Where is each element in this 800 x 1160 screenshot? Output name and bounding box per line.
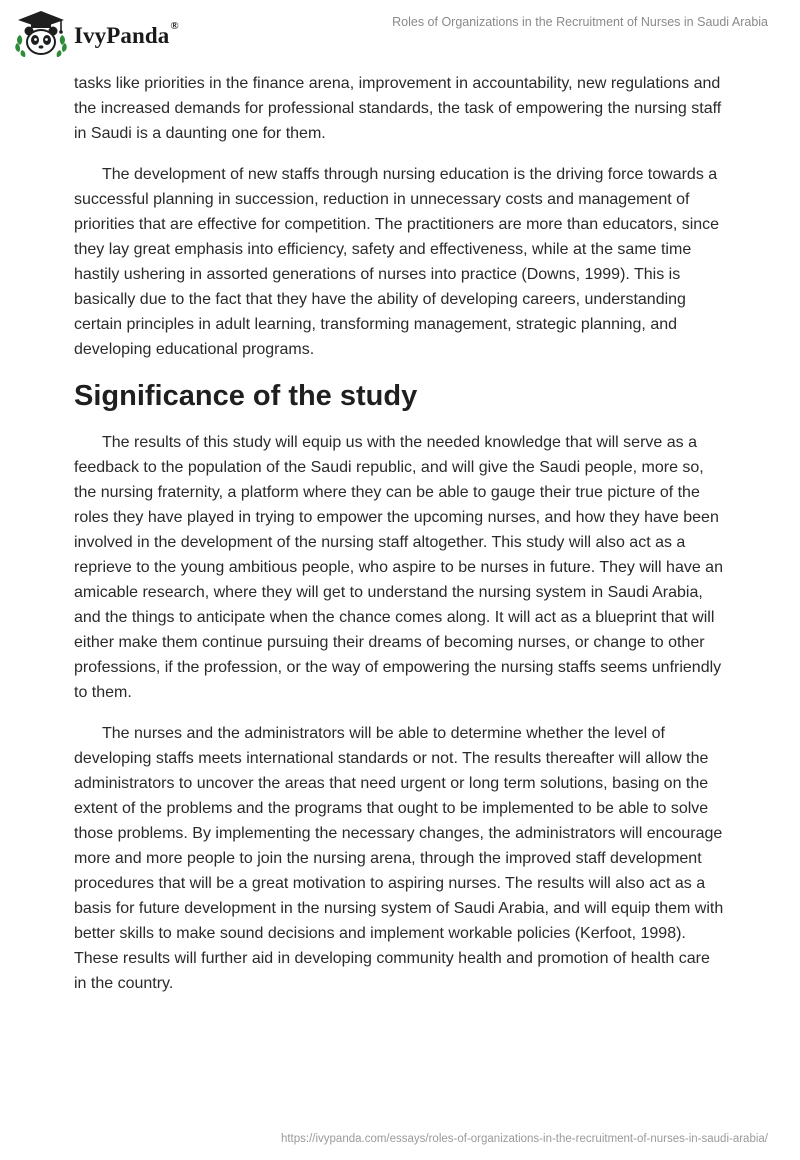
essay-content [74,71,726,1012]
document-title: Roles of Organizations in the Recruitment of Nurses in Saudi Arabia [392,15,768,29]
registered-mark: ® [170,20,179,32]
paragraph-1: tasks like priorities in the finance arena, improvement in accountability, new regulations and the increased demands for professional standards, the task of empowering the nursing staff in Saudi is a daunting one for them. [74,75,722,142]
paragraph-2: The development of new staffs through nursing education is the driving force towards a successful planning in succession, reduction in unnecessary costs and management of priorities that are effective for competition. The practitioners are more than educators, since they lay great emphasis into efficiency, safety and effectiveness, while at the same time hastily ushering in assorted generations of nurses into practice (Downs, 1999). This is basically due to the fact that they have the ability of developing careers, understanding certain principles in adult learning, transforming management, strategic planning, and developing educational programs. [74,166,720,358]
logo-text: IvyPanda [74,23,170,48]
panda-logo-icon [14,9,68,59]
logo-wordmark [74,20,179,49]
section-heading: Significance of the study [74,380,418,412]
ivypanda-logo[interactable] [14,8,179,60]
page-header [0,0,800,70]
paragraph-3: The results of this study will equip us with the needed knowledge that will serve as a feedback to the population of the Saudi republic, and will give the Saudi people, more so, the nursing fraternity, a platform where they can be able to gauge their true picture of the roles they have played in trying to empower the upcoming nurses, and how they have been involved in the development of the nursing staff altogether. This study will also act as a reprieve to the young ambitious people, who aspire to be nurses in future. They will have an amicable research, where they will get to understand the nursing system in Saudi Arabia, and the things to anticipate when the chance comes along. It will act as a blueprint that will either make them continue pursuing their dreams of becoming nurses, or change to other professions, if the profession, or the way of empowering the nursing staffs seems unfriendly to them. [74,434,723,701]
paragraph-4: The nurses and the administrators will be able to determine whether the level of developing staffs meets international standards or not. The results thereafter will allow the administrators to uncover the areas that need urgent or long term solutions, basing on the extent of the problems and the programs that ought to be implemented to be able to solve those problems. By implementing the necessary changes, the administrators will encourage more and more people to join the nursing arena, through the improved staff development procedures that will be a great motivation to aspiring nurses. The results will also act as a basis for future development in the nursing system of Saudi Arabia, and will equip them with better skills to make sound decisions and implement workable policies (Kerfoot, 1998). These results will further aid in developing community health and promotion of health care in the country. [74,725,724,992]
source-url[interactable]: https://ivypanda.com/essays/roles-of-organizations-in-the-recruitment-of-nurses-in-saudi-arabia/ [280,1133,768,1145]
